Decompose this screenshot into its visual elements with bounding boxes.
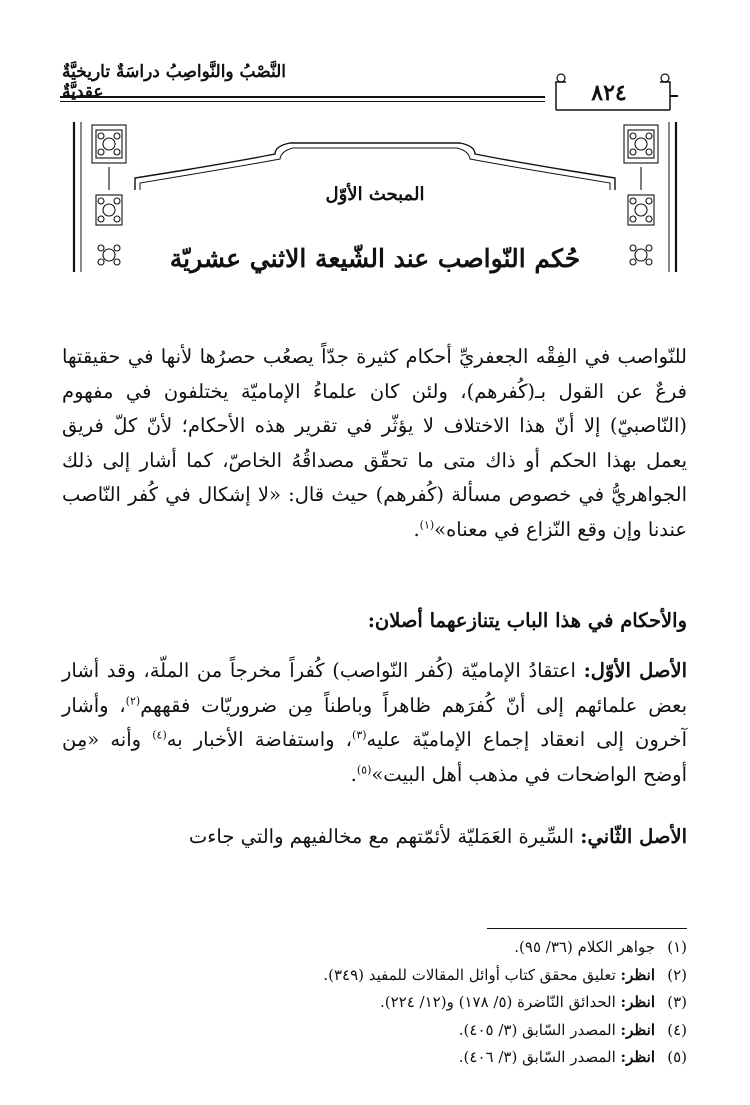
paragraph-second-principle [62, 820, 687, 855]
footnote-number: (٤) [667, 1020, 687, 1039]
chapter-title: حُكم النّواصب عند الشّيعة الاثني عشريّة [169, 244, 581, 273]
footnote-ref-4: (٤) [152, 728, 167, 742]
section-label: المبحث الأوّل [325, 184, 425, 205]
footnote-item [62, 1044, 687, 1072]
footnote-number: (٢) [667, 965, 687, 984]
footnote-prefix: انظر: [620, 1048, 655, 1066]
footnote-prefix: انظر: [620, 965, 655, 984]
first-principle-text-a: اعتقادُ الإماميّة (كُفر النّواصب) كُفراً مخرجاً من الملّة، وقد أشار بعض علمائهم إلى أنّ كُفرَهم ظاهراً وباطناً مِن ضروريّات فقههم [62, 659, 687, 717]
footnote-list [62, 934, 687, 1072]
paragraph-intro-end: . [413, 517, 420, 541]
footnote-ref-2: (٢) [125, 694, 141, 707]
footnote-ref-1: (١) [419, 518, 435, 531]
running-title: النَّصْبُ والنَّواصِبُ دراسَةٌ تاريخيَّةٌ عقديَّةٌ [62, 62, 287, 102]
footnote-item [62, 1017, 687, 1045]
footnote-text: تعليق محقق كتاب أوائل المقالات للمفيد (٣٤٩). [323, 965, 621, 984]
footnote-text: جواهر الكلام (٣٦/ ٩٥). [514, 938, 655, 956]
footnote-rule [487, 928, 687, 929]
footnote-item [62, 989, 687, 1017]
footnote-prefix: انظر: [620, 1020, 655, 1039]
page-number: ٨٢٤ [591, 80, 627, 106]
footnote-item [62, 962, 687, 990]
footnote-text: المصدر السّابق (٣/ ٤٠٦). [458, 1048, 621, 1066]
footnote-number: (١) [667, 938, 687, 956]
paragraph-intro [62, 340, 687, 547]
footnote-item [62, 934, 687, 962]
first-principle-text-b: ، وأشار آخرون إلى انعقاد إجماع الإماميّة عليه [62, 693, 688, 751]
footnote-ref-3: (٣) [352, 728, 367, 742]
first-principle-text-d: وأنه «مِن أوضح الواضحات في مذهب أهل البيت» [62, 728, 687, 786]
first-principle-lead: الأصل الأوّل: [583, 659, 687, 682]
paragraph-intro-text: للنّواصب في الفِقْه الجعفريِّ أحكام كثيرة جدّاً يصعُب حصرُها لأنها في حقيقتها فرعٌ عن القول بـ(كُفرهم)، ولئن كان علماءُ الإماميّة يختلفون في مفهوم (النّاصبيّ) إلا أنّ هذا الاختلاف لا يؤثّر في تقرير هذه الأحكام؛ لأنّ كلّ فريق يعمل بهذا الحكم أو ذاك متى ما تحقّق مصداقُهُ الخاصّ، كما أشار إلى ذلك الجواهريُّ في خصوص مسألة (كُفرهم) حيث قال: «لا إشكال في كُفر النّاصب عندنا وإن وقع النّزاع في معناه» [62, 345, 687, 541]
paragraph-principles-heading: والأحكام في هذا الباب يتنازعهما أصلان: [367, 609, 687, 632]
footnote-number: (٣) [667, 993, 687, 1011]
footnote-prefix: انظر: [620, 993, 655, 1011]
footnote-text: المصدر السّابق (٣/ ٤٠٥). [458, 1020, 621, 1039]
paragraph-first-principle [62, 654, 687, 792]
second-principle-lead: الأصل الثّاني: [580, 825, 687, 848]
footnote-text: الحدائق النّاضرة (٥/ ١٧٨) و(١٢/ ٢٢٤). [379, 993, 621, 1011]
footnote-number: (٥) [667, 1048, 687, 1066]
second-principle-text: السِّيرة العَمَليّة لأئمّتهم مع مخالفيهم والتي جاءت [188, 825, 581, 848]
footnote-ref-5: (٥) [356, 763, 372, 776]
first-principle-text-c: ، واستفاضة الأخبار به [166, 728, 353, 751]
first-principle-end: . [350, 762, 357, 786]
